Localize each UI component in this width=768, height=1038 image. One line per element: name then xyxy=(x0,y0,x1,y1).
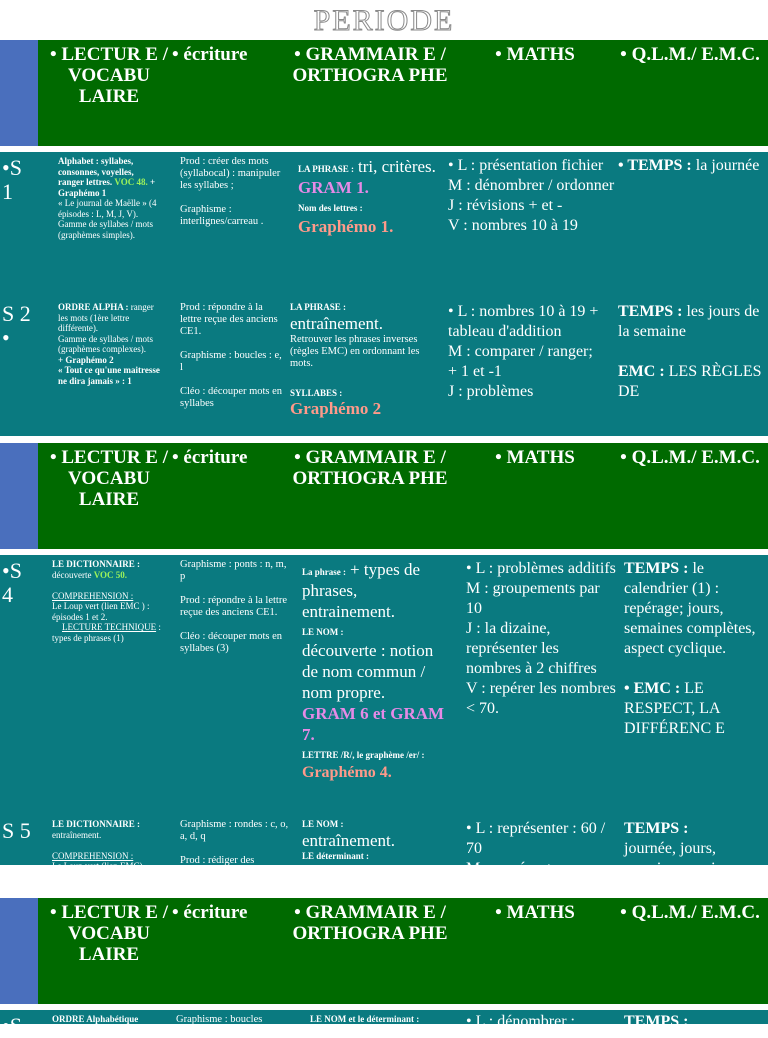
header-grammaire: • GRAMMAIR E / ORTHOGRA PHE xyxy=(292,447,448,489)
ecriture-cell: Graphisme : rondes : c, o, a, d, q Prod : rédiger des xyxy=(180,819,289,866)
header-lecture: • LECTUR E / VOCABU LAIRE xyxy=(49,902,169,965)
page-title: PERIODE xyxy=(313,4,455,37)
header-maths: • MATHS xyxy=(495,447,575,468)
maths-cell: • L : problèmes additifs M : groupements par 10 J : la dizaine, représenter les nombres à 2 chiffres V : repérer les nombres < 70. xyxy=(466,560,616,717)
header-ecriture: • écriture xyxy=(172,44,248,65)
table-body xyxy=(0,1010,768,1038)
qlm-cell: TEMPS : xyxy=(624,1013,689,1030)
qlm-cell: TEMPS : le calendrier (1) : repérage; jours, semaines complètes, aspect cyclique. • EMC : LE RESPECT, LA DIFFÉRENC E xyxy=(624,560,756,737)
maths-cell: • L : nombres 10 à 19 + tableau d'addition M : comparer / ranger; + 1 et -1 J : problèmes xyxy=(448,303,599,400)
lecture-cell: ORDRE Alphabétique & DICTIONNAIRE xyxy=(52,1014,139,1035)
maths-cell: • L : représenter : 60 / 70 M : représenter : xyxy=(466,820,606,877)
lecture-cell: ORDRE ALPHA : ranger les mots (1ère lettre différente). Gamme de syllabes / mots (graphèmes complexes). + Graphémo 2 « Tout ce qu'une maitresse ne dira jamais » : 1 xyxy=(58,302,160,386)
table-body xyxy=(0,152,768,436)
grammaire-cell: LE NOM et le déterminant : xyxy=(310,1014,420,1024)
header-grammaire: • GRAMMAIR E / ORTHOGRA PHE xyxy=(292,44,448,86)
session-label: •S xyxy=(2,1013,22,1038)
header-row xyxy=(0,898,768,1004)
schedule-block-2 xyxy=(0,443,768,881)
header-ecriture: • écriture xyxy=(172,902,248,923)
grammaire-cell: LA PHRASE : tri, critères. GRAM 1. Nom des lettres : Graphémo 1. xyxy=(298,157,436,236)
header-maths: • MATHS xyxy=(495,902,575,923)
header-qlm: • Q.L.M./ E.M.C. xyxy=(620,44,760,65)
header-row xyxy=(0,40,768,146)
schedule-block-3 xyxy=(0,898,768,1038)
session-label: •S 4 xyxy=(2,558,22,607)
grammaire-cell: LA PHRASE : entraînement. Retrouver les phrases inverses (règles EMC) en ordonnant les mots. SYLLABES : Graphémo 2 xyxy=(290,302,420,418)
session-label: S 2 • xyxy=(2,301,31,350)
maths-cell: • L : dénombrer : xyxy=(466,1013,575,1030)
header-qlm: • Q.L.M./ E.M.C. xyxy=(620,902,760,923)
grammaire-cell: LE NOM : entraînement. LE déterminant : découverte + lien xyxy=(302,819,421,881)
header-lecture: • LECTUR E / VOCABU LAIRE xyxy=(49,44,169,107)
grammaire-cell: La phrase : + types de phrases, entrainement. LE NOM : découverte : notion de nom commun / nom propre. GRAM 6 et GRAM 7. LETTRE /R/, le graphème /er/ : Graphémo 4. xyxy=(302,560,445,781)
header-corner xyxy=(0,898,38,1004)
ecriture-cell: Graphisme : boucles xyxy=(176,1014,263,1025)
header-corner xyxy=(0,443,38,549)
header-row xyxy=(0,443,768,549)
header-ecriture: • écriture xyxy=(172,447,248,468)
header-grammaire: • GRAMMAIR E / ORTHOGRA PHE xyxy=(292,902,448,944)
ecriture-cell: Graphisme : ponts : n, m, p Prod : répondre à la lettre reçue des anciens CE1. Cléo : découper mots en syllabes (3) xyxy=(180,559,287,654)
session-label: S 5 xyxy=(2,818,31,843)
lecture-cell: Alphabet : syllabes, consonnes, voyelles, ranger lettres. VOC 48. + Graphémo 1 « Le journal de Maëlle » (4 épisodes : L, M, J, V). Gamme de syllabes / mots (graphèmes simples). xyxy=(58,156,157,240)
header-corner xyxy=(0,40,38,146)
qlm-cell: • TEMPS : la journée xyxy=(618,157,760,174)
lecture-cell: LE DICTIONNAIRE : entraînement. COMPREHENSION : Le Loup vert (lien EMC) xyxy=(52,819,143,871)
qlm-cell: TEMPS : journée, jours, semaines, mois xyxy=(624,820,722,877)
header-lecture: • LECTUR E / VOCABU LAIRE xyxy=(49,447,169,510)
ecriture-cell: Prod : répondre à la lettre reçue des anciens CE1. Graphisme : boucles : e, l Cléo : découper mots en syllabes xyxy=(180,302,283,409)
header-qlm: • Q.L.M./ E.M.C. xyxy=(620,447,760,468)
maths-cell: • L : présentation fichier M : dénombrer / ordonner J : révisions + et - V : nombres 10 à 19 xyxy=(448,157,615,234)
session-label: •S 1 xyxy=(2,155,22,204)
lecture-cell: LE DICTIONNAIRE : découverte VOC 50. COMPREHENSION : Le Loup vert (lien EMC ) : épisodes 1 et 2. LECTURE TECHNIQUE : types de phrases (1) xyxy=(52,559,161,643)
schedule-block-1 xyxy=(0,40,768,436)
header-maths: • MATHS xyxy=(495,44,575,65)
ecriture-cell: Prod : créer des mots (syllabocal) : manipuler les syllabes ; Graphisme : interlignes/carreau . xyxy=(180,156,281,227)
qlm-cell: TEMPS : les jours de la semaine EMC : LES RÈGLES DE xyxy=(618,303,762,400)
table-body xyxy=(0,555,768,881)
